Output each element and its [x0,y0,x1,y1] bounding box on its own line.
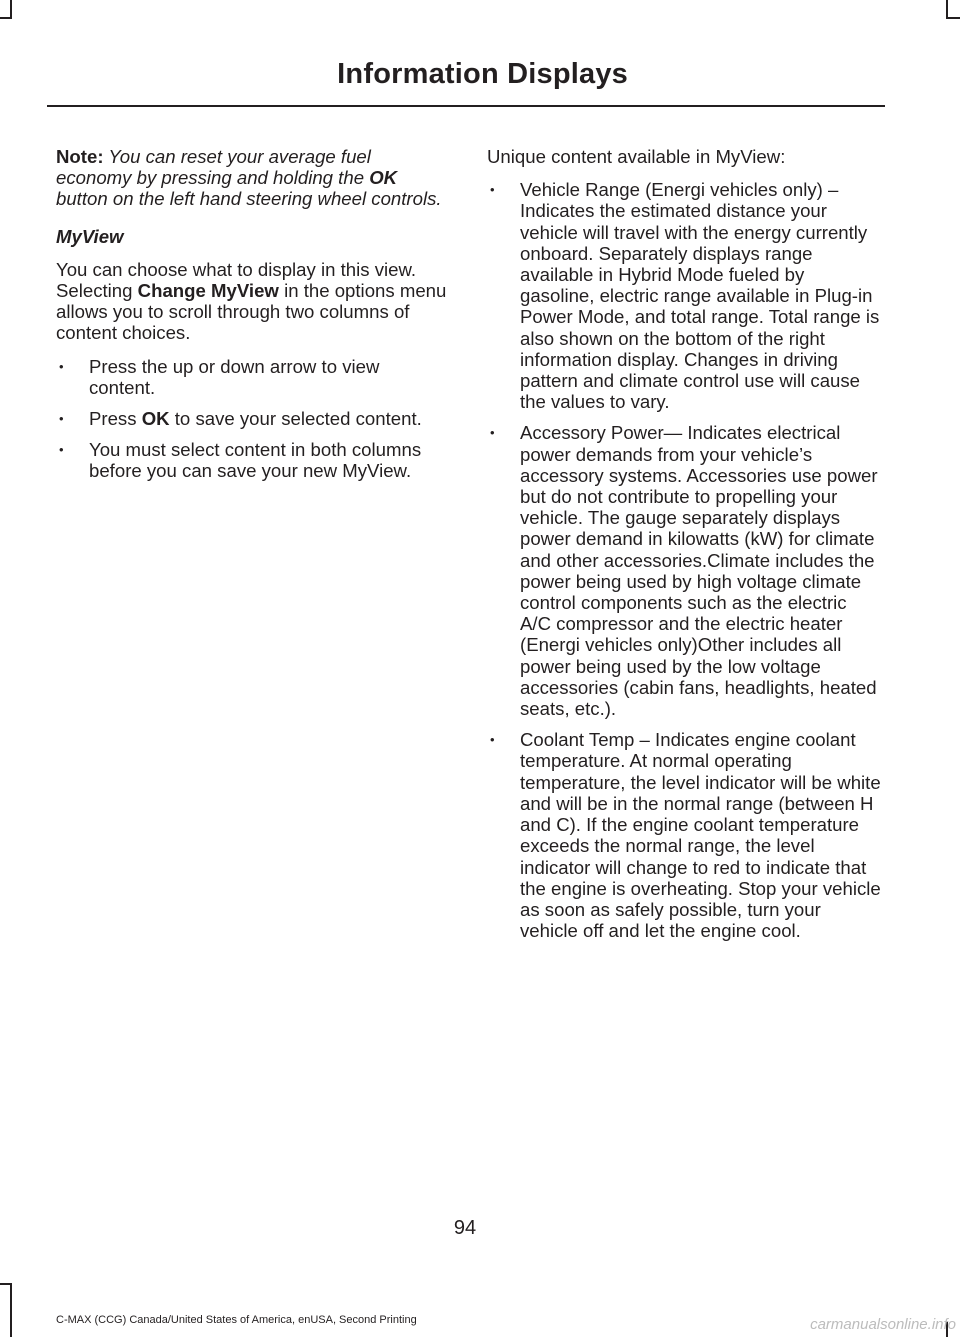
list-item [56,439,448,481]
ok-term: OK [141,408,170,430]
myview-intro [56,259,448,344]
myview-steps-list [56,356,448,482]
note-ok-button-name: OK [369,167,398,189]
page-number: 94 [453,1217,477,1239]
note-paragraph [56,146,448,210]
left-column [56,146,448,492]
crop-mark-bottom-left-h [0,1283,12,1285]
crop-mark-bottom-left [10,1283,12,1337]
crop-mark-top-left [10,0,12,18]
myview-intro-text-b: in the options menu allows you to scroll through two columns of content choices. [56,280,447,344]
list-item-text: You must select content in both columns before you can save your new MyView. [89,439,422,482]
myview-heading: MyView [56,225,124,247]
unique-content-intro: Unique content available in MyView: [487,146,786,167]
crop-mark-top-right [946,0,948,18]
unique-content-list [487,179,881,941]
header-divider [47,105,885,107]
list-item [56,356,448,398]
list-item [56,408,448,429]
crop-mark-top-right-h [946,17,960,19]
section-title: Information Displays [337,58,628,90]
myview-intro-text-a: You can choose what to display in this view. Selecting [56,258,417,302]
list-item: • Vehicle Range (Energi vehicles only) – Indicates the estimated distance your vehicle will travel with the energy currently onboard. Separately displays range available in Hybrid Mode fueled by gasoline, electric range available in Plug-in Power Mode, and total range. Total range is also shown on the bottom of the right information display. Changes in driving pattern and climate control use will cause the values to vary. [487,179,881,412]
note-text-b: button on the left hand steering wheel controls. [56,188,442,210]
list-item-text-a: Press [89,408,137,430]
printing-info: C-MAX (CCG) Canada/United States of America, enUSA, Second Printing [56,1314,417,1326]
crop-mark-top-left-h [0,17,12,19]
right-column [487,146,881,951]
list-item: • Accessory Power— Indicates electrical power demands from your vehicle’s accessory systems. Accessories use power but do not contribute to propelling your vehicle. The gauge separately displays power demand in kilowatts (kW) for climate and other accessories.Climate includes the power being used by high voltage climate control components such as the electric A/C compressor and the electric heater (Energi vehicles only)Other includes all power being used by the low voltage accessories (cabin fans, headlights, heated seats, etc.). [487,422,881,719]
note-label: Note: [56,146,104,167]
note-text-a: You can reset your average fuel economy by pressing and holding the [56,146,371,189]
list-item-text-b: to save your selected content. [174,408,422,430]
watermark: carmanualsonline.info [810,1316,956,1333]
list-item-text: Press the up or down arrow to view content. [89,355,380,398]
change-myview-term: Change MyView [137,280,279,302]
list-item: • Coolant Temp – Indicates engine coolant temperature. At normal operating temperature, the level indicator will be white and will be in the normal range (between H and C). If the engine coolant temperature exceeds the normal range, the level indicator will change to red to indicate that the engine is overheating. Stop your vehicle as soon as safely possible, turn your vehicle off and let the engine cool. [487,729,881,941]
